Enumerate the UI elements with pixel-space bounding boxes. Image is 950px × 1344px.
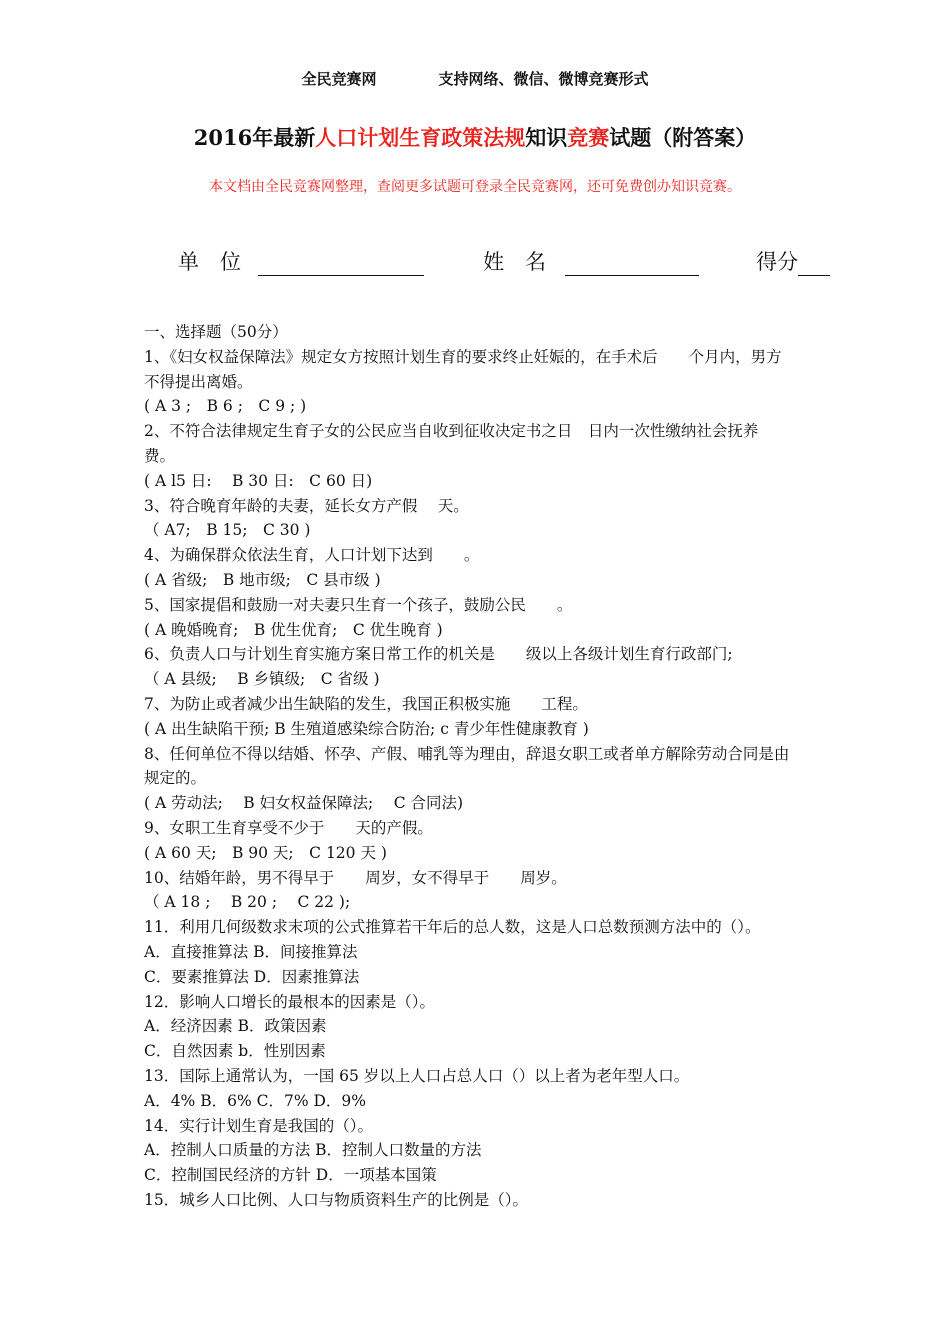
info-fields — [178, 246, 818, 276]
question-line: 8、任何单位不得以结婚、怀孕、产假、哺乳等为理由，辞退女职工或者单方解除劳动合同是由 — [144, 744, 790, 763]
document-title — [0, 122, 950, 152]
question-line: 5、国家提倡和鼓励一对夫妻只生育一个孩子，鼓励公民 。 — [144, 595, 573, 614]
question-line: ( A 晚婚晚育; B 优生优育; C 优生晚育 ) — [144, 620, 443, 639]
question-line: 1、《妇女权益保障法》规定女方按照计划生育的要求终止妊娠的，在手术后 个月内，男方 — [144, 347, 782, 366]
title-part-2: 人口计划生育政策法规 — [315, 125, 526, 150]
score-label: 得分 — [756, 250, 799, 274]
question-line: ( A l5 日: B 30 日: C 60 日) — [144, 471, 373, 490]
question-line: （ A 18 ; B 20 ; C 22 ); — [144, 893, 351, 912]
question-line: ( A 省级; B 地市级; C 县市级 ) — [144, 570, 381, 589]
score-blank-line — [798, 251, 830, 276]
question-line: 2、不符合法律规定生育子女的公民应当自收到征收决定书之日 日内一次性缴纳社会抚养 — [144, 422, 759, 441]
question-line: （ A 县级; B 乡镇级; C 省级 ) — [144, 670, 380, 689]
unit-blank-line — [258, 251, 424, 276]
question-line: 4、为确保群众依法生育，人口计划下达到 。 — [144, 546, 480, 565]
question-line: 12．影响人口增长的最根本的因素是（）。 — [144, 992, 435, 1011]
question-line: A．4% B．6% C．7% D．9% — [144, 1091, 367, 1110]
question-line: 费。 — [144, 446, 176, 465]
question-line: 6、负责人口与计划生育实施方案日常工作的机关是 级以上各级计划生育行政部门; — [144, 645, 733, 664]
site-name: 全民竞赛网 — [301, 70, 377, 88]
question-line: ( A 3 ; B 6 ; C 9 ; ) — [144, 397, 307, 416]
page-header — [0, 68, 950, 89]
question-line: 一、选择题（50分） — [144, 323, 288, 341]
question-line: 15．城乡人口比例、人口与物质资料生产的比例是（）。 — [144, 1190, 528, 1209]
question-line: A．直接推算法 B．间接推算法 — [144, 942, 358, 961]
site-slogan: 支持网络、微信、微博竞赛形式 — [438, 70, 649, 88]
question-line: ( A 出生缺陷干预; B 生殖道感染综合防治; c 青少年性健康教育 ) — [144, 719, 589, 738]
title-part-4: 竞赛 — [567, 125, 610, 150]
question-line: 不得提出离婚。 — [144, 372, 253, 391]
title-part-1: 2016年最新 — [193, 125, 316, 150]
name-label: 姓 名 — [483, 250, 547, 274]
question-line: 3、符合晚育年龄的夫妻，延长女方产假 天。 — [144, 496, 469, 515]
question-line: C．要素推算法 D．因素推算法 — [144, 967, 360, 986]
question-line: C．自然因素 b．性别因素 — [144, 1042, 326, 1061]
unit-label: 单 位 — [178, 250, 241, 274]
name-blank-line — [565, 251, 699, 276]
source-notice: 本文档由全民竞赛网整理，查阅更多试题可登录全民竞赛网，还可免费创办知识竞赛。 — [209, 179, 741, 195]
question-line: C．控制国民经济的方针 D．一项基本国策 — [144, 1166, 437, 1185]
question-line: ( A 60 天; B 90 天; C 120 天 ) — [144, 843, 387, 862]
question-line: 10、结婚年龄，男不得早于 周岁，女不得早于 周岁。 — [144, 868, 567, 887]
question-line: ( A 劳动法; B 妇女权益保障法; C 合同法) — [144, 794, 464, 813]
question-line: 9、女职工生育享受不少于 天的产假。 — [144, 818, 433, 837]
question-line: 7、为防止或者减少出生缺陷的发生，我国正积极实施 工程。 — [144, 694, 588, 713]
title-part-3: 知识 — [525, 125, 568, 150]
question-line: 13．国际上通常认为，一国 65 岁以上人口占总人口（）以上者为老年型人口。 — [144, 1066, 690, 1085]
title-part-5: 试题（附答案） — [609, 125, 757, 150]
question-line: 规定的。 — [144, 769, 207, 788]
question-line: 11．利用几何级数求末项的公式推算若干年后的总人数，这是人口总数预测方法中的（）。 — [144, 918, 761, 937]
question-line: A．控制人口质量的方法 B．控制人口数量的方法 — [144, 1141, 482, 1160]
question-content — [144, 320, 810, 1213]
question-line: （ A7; B 15; C 30 ) — [144, 521, 311, 540]
question-line: A．经济因素 B．政策因素 — [144, 1017, 327, 1036]
question-line: 14．实行计划生育是我国的（）。 — [144, 1116, 373, 1135]
